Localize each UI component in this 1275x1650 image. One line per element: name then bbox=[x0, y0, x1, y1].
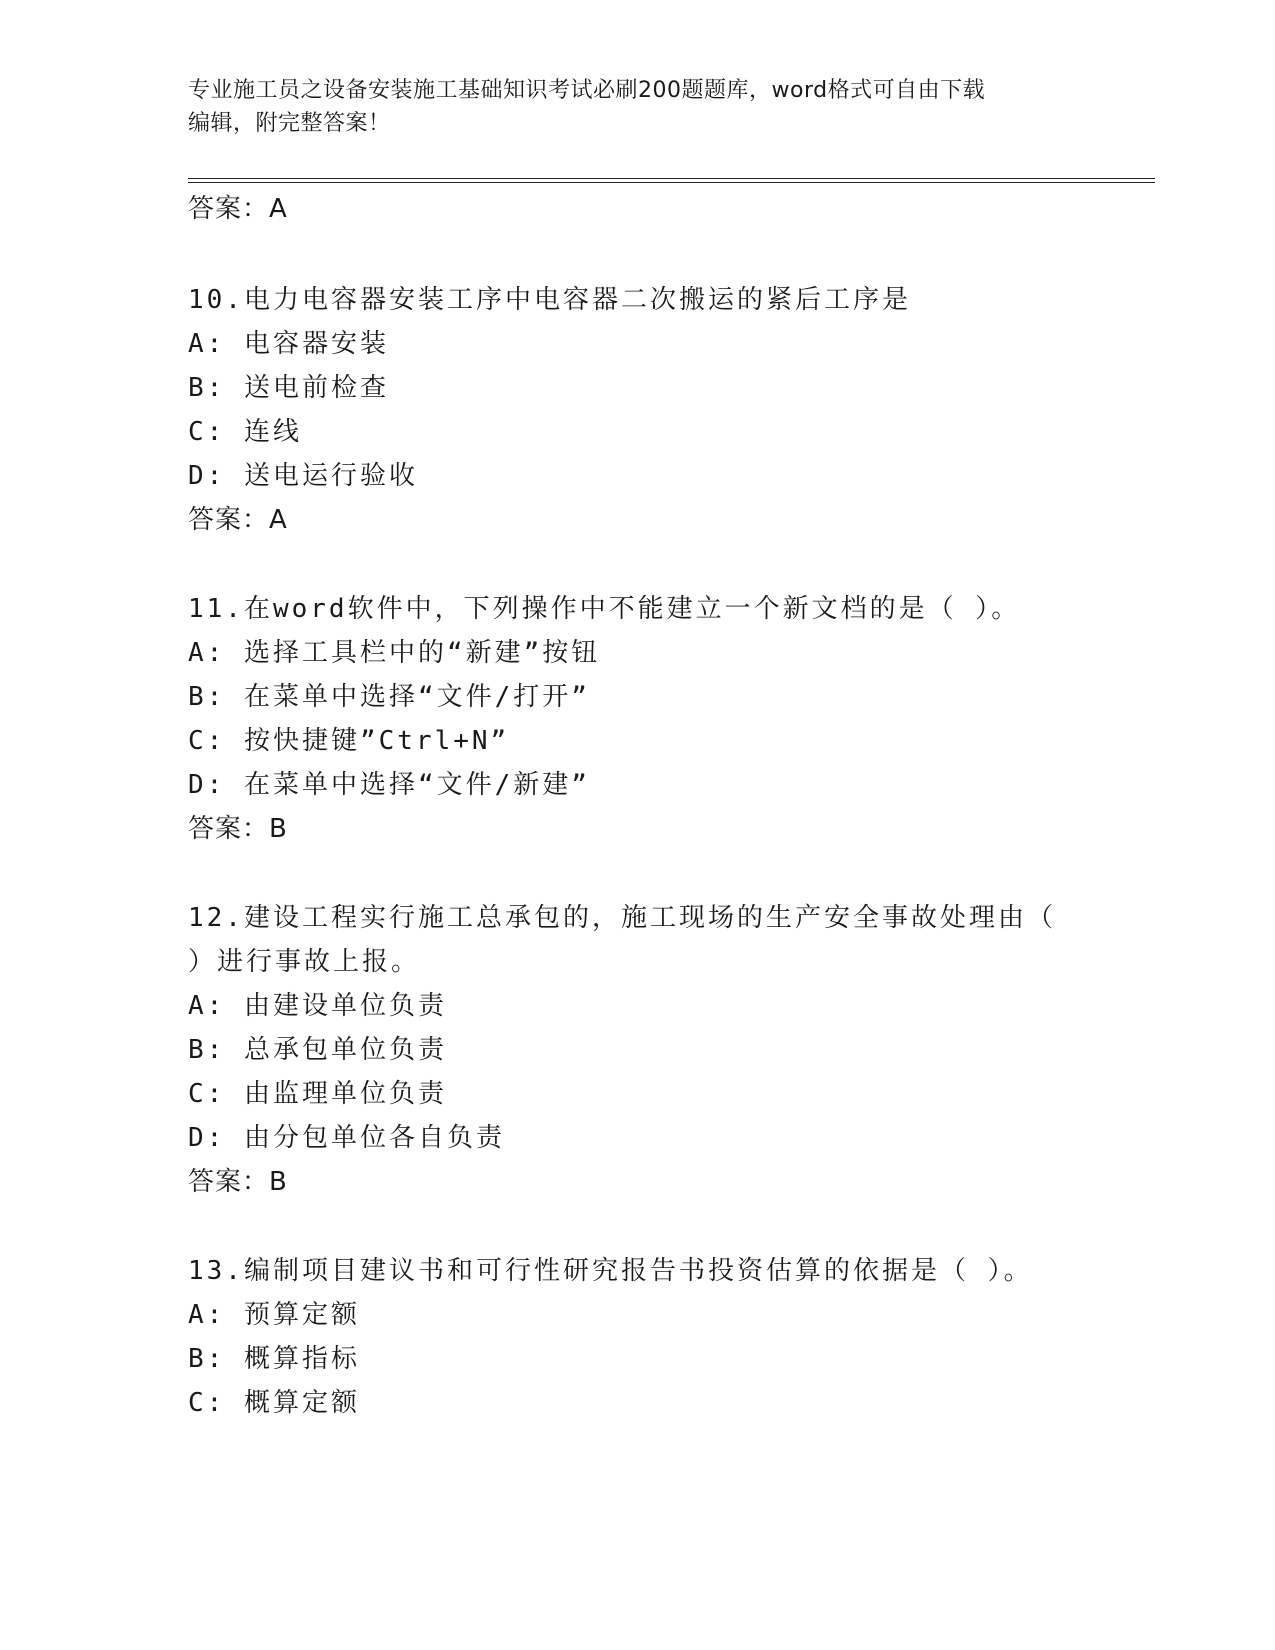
question-10-option-b: B: 送电前检查 bbox=[188, 373, 389, 403]
question-11-option-a: A: 选择工具栏中的“新建”按钮 bbox=[188, 638, 601, 668]
question-10-option-a: A: 电容器安装 bbox=[188, 329, 389, 359]
header-divider bbox=[188, 178, 1155, 183]
answer-11: 答案：B bbox=[188, 814, 288, 844]
answer-10: 答案：A bbox=[188, 505, 288, 535]
question-11-stem: 11.在word软件中，下列操作中不能建立一个新文档的是（ ）。 bbox=[188, 594, 1021, 624]
answer-9: 答案：A bbox=[188, 194, 288, 224]
question-12-stem-line-2: ）进行事故上报。 bbox=[188, 947, 421, 977]
question-12-option-b: B: 总承包单位负责 bbox=[188, 1035, 447, 1065]
header-line-1: 专业施工员之设备安装施工基础知识考试必刷200题题库，word格式可自由下载 bbox=[188, 78, 986, 103]
question-12-option-d: D: 由分包单位各自负责 bbox=[188, 1123, 505, 1153]
page-header bbox=[188, 74, 1088, 140]
question-13-stem: 13.编制项目建议书和可行性研究报告书投资估算的依据是（ ）。 bbox=[188, 1256, 1033, 1286]
question-12-option-a: A: 由建设单位负责 bbox=[188, 991, 447, 1021]
answer-12: 答案：B bbox=[188, 1167, 288, 1197]
question-10-option-c: C: 连线 bbox=[188, 417, 302, 447]
question-12-stem-line-1: 12.建设工程实行施工总承包的，施工现场的生产安全事故处理由（ bbox=[188, 903, 1056, 933]
question-11-option-d: D: 在菜单中选择“文件/新建” bbox=[188, 770, 590, 800]
question-11-option-b: B: 在菜单中选择“文件/打开” bbox=[188, 682, 590, 712]
question-12-option-c: C: 由监理单位负责 bbox=[188, 1079, 447, 1109]
question-11-option-c: C: 按快捷键”Ctrl+N” bbox=[188, 726, 510, 756]
question-13-option-b: B: 概算指标 bbox=[188, 1344, 360, 1374]
question-10-option-d: D: 送电运行验收 bbox=[188, 461, 418, 491]
question-10-stem: 10.电力电容器安装工序中电容器二次搬运的紧后工序是 bbox=[188, 285, 911, 315]
question-13-option-a: A: 预算定额 bbox=[188, 1300, 360, 1330]
header-line-2: 编辑，附完整答案！ bbox=[188, 111, 391, 136]
question-13-option-c: C: 概算定额 bbox=[188, 1388, 360, 1418]
